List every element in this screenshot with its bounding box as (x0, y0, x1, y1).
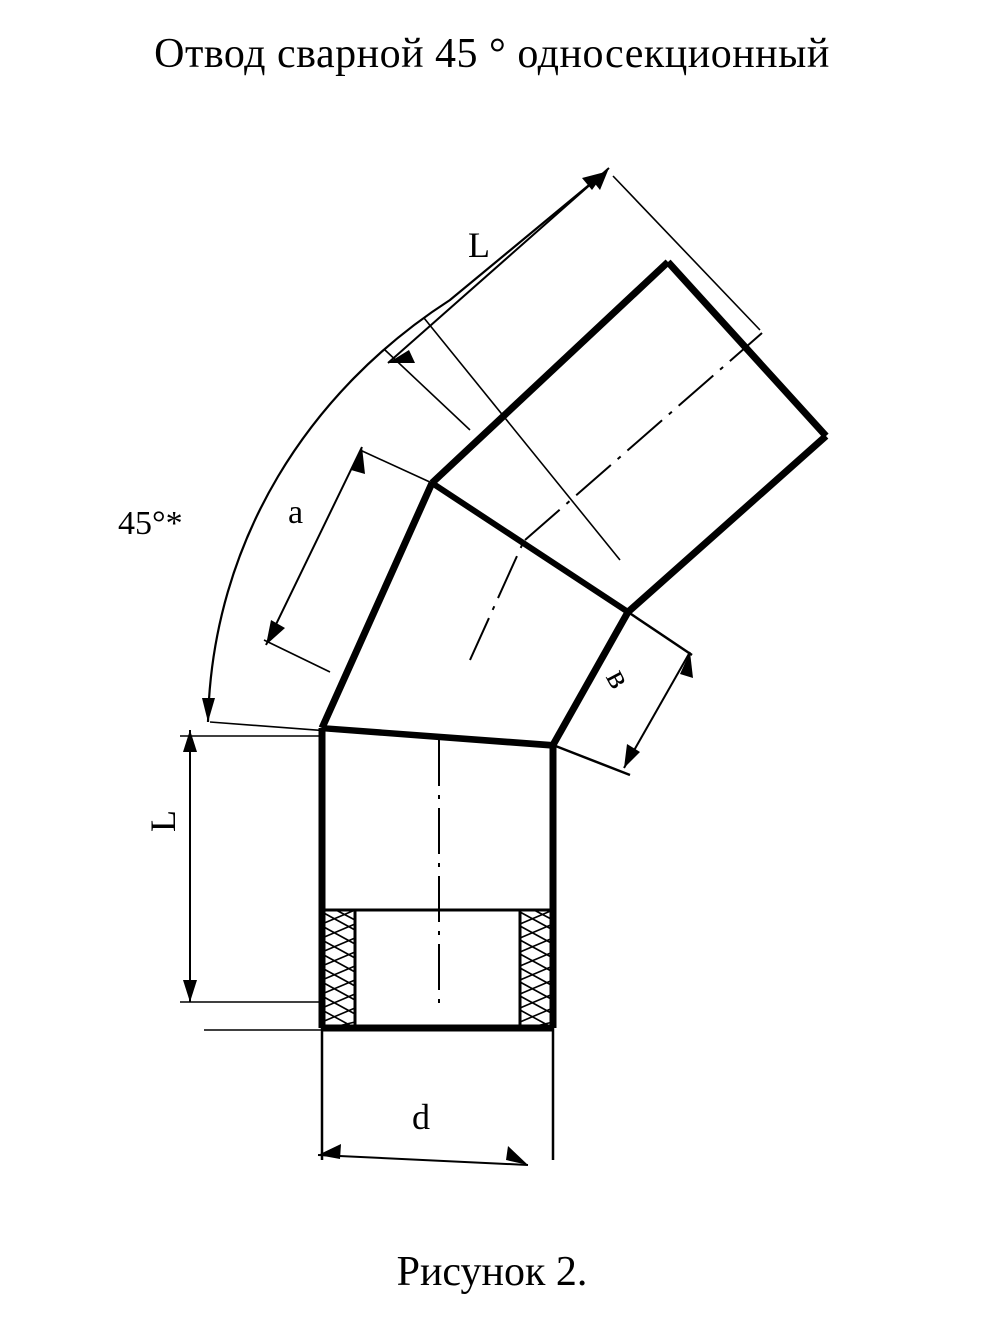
angle-arc (202, 172, 605, 722)
dimension-d (318, 1144, 528, 1165)
label-segment-b: в (598, 662, 639, 695)
label-angle: 45°* (118, 505, 183, 542)
upper-pipe (432, 262, 826, 612)
lower-pipe (322, 728, 553, 1160)
page-title: Отвод сварной 45 ° односекционный (154, 31, 830, 77)
dimension-a (264, 447, 432, 672)
hatch-left (322, 910, 355, 1028)
figure-caption: Рисунок 2. (396, 1249, 588, 1295)
label-segment-a: a (288, 494, 304, 531)
label-length-top: L (468, 225, 490, 265)
dimension-L-top (385, 168, 760, 560)
hatch-right (520, 910, 553, 1028)
middle-segment (322, 483, 692, 775)
label-length-bottom: L (143, 810, 183, 832)
label-diameter: d (412, 1097, 430, 1137)
dimension-L-bottom (180, 722, 553, 1030)
